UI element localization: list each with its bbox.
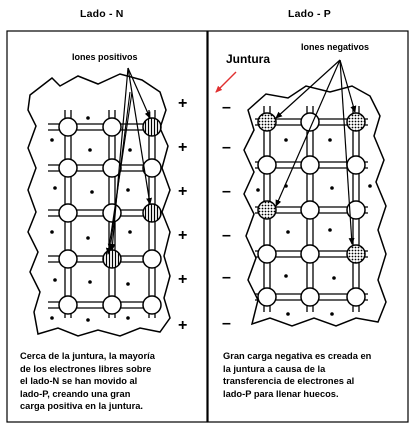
dot-icon	[126, 188, 130, 192]
n-side-caption	[20, 350, 200, 413]
minus-sign: –	[222, 315, 231, 332]
plus-sign: +	[178, 95, 188, 112]
negative-ions-label: Iones negativos	[301, 42, 370, 52]
open-circle-icon	[301, 288, 319, 306]
minus-sign: –	[222, 269, 231, 286]
minus-sign: –	[222, 227, 231, 244]
p-side-caption	[223, 350, 405, 400]
open-circle-icon	[143, 296, 161, 314]
dot-icon	[256, 188, 260, 192]
dot-icon	[284, 274, 288, 278]
dot-icon	[88, 280, 92, 284]
dot-icon	[50, 316, 54, 320]
open-circle-icon	[59, 204, 77, 222]
caption-line: la juntura a causa de la	[223, 363, 326, 374]
dot-icon	[328, 228, 332, 232]
dot-icon	[90, 190, 94, 194]
caption-line: de los electrones libres sobre	[20, 363, 152, 374]
dot-icon	[332, 276, 336, 280]
p-atoms	[258, 113, 365, 306]
junction-label: Juntura	[226, 52, 271, 66]
dot-icon	[328, 138, 332, 142]
dot-icon	[126, 316, 130, 320]
caption-line: carga positiva en la juntura.	[20, 401, 143, 412]
minus-sign: –	[222, 139, 231, 156]
dotted-circle-icon	[258, 113, 276, 131]
dotted-circle-icon	[347, 245, 365, 263]
plus-sign: +	[178, 227, 188, 244]
dot-icon	[284, 138, 288, 142]
electrons	[50, 116, 372, 322]
dot-icon	[88, 148, 92, 152]
open-circle-icon	[103, 118, 121, 136]
dot-icon	[50, 138, 54, 142]
open-circle-icon	[59, 296, 77, 314]
dot-icon	[330, 312, 334, 316]
plus-sign: +	[178, 317, 188, 334]
dot-icon	[286, 312, 290, 316]
open-circle-icon	[258, 156, 276, 174]
dot-icon	[53, 278, 57, 282]
dot-icon	[286, 230, 290, 234]
dot-icon	[50, 230, 54, 234]
hatched-circle-icon	[143, 204, 161, 222]
junction-arrow	[216, 72, 236, 92]
open-circle-icon	[103, 204, 121, 222]
n-side-title: Lado - N	[80, 8, 124, 20]
open-circle-icon	[347, 288, 365, 306]
open-circle-icon	[143, 250, 161, 268]
open-circle-icon	[301, 156, 319, 174]
open-circle-icon	[301, 245, 319, 263]
open-circle-icon	[103, 296, 121, 314]
plus-sign: +	[178, 271, 188, 288]
hatched-circle-icon	[143, 118, 161, 136]
caption-line: Gran carga negativa es creada en	[223, 351, 372, 361]
dot-icon	[86, 236, 90, 240]
minus-sign: –	[222, 99, 231, 116]
plus-sign: +	[178, 139, 188, 156]
caption-line: lado-P, creando una gran	[20, 388, 131, 399]
minus-sign: –	[222, 183, 231, 200]
dot-icon	[126, 282, 130, 286]
open-circle-icon	[258, 288, 276, 306]
caption-line: Cerca de la juntura, la mayoría	[20, 351, 155, 361]
open-circle-icon	[59, 250, 77, 268]
dot-icon	[330, 186, 334, 190]
hatched-circle-icon	[103, 250, 121, 268]
dot-icon	[86, 116, 90, 120]
caption-line: transferencia de electrones al	[223, 376, 355, 387]
dotted-circle-icon	[347, 113, 365, 131]
caption-line: el lado-N se han movido al	[20, 376, 138, 387]
dot-icon	[86, 318, 90, 322]
dot-icon	[368, 184, 372, 188]
open-circle-icon	[59, 159, 77, 177]
p-side-title: Lado - P	[288, 8, 332, 20]
dot-icon	[128, 230, 132, 234]
open-circle-icon	[347, 156, 365, 174]
plus-sign: +	[178, 183, 188, 200]
open-circle-icon	[59, 118, 77, 136]
n-atoms	[59, 118, 161, 314]
open-circle-icon	[258, 245, 276, 263]
dot-icon	[128, 148, 132, 152]
positive-ions-label: Iones positivos	[72, 52, 138, 62]
dot-icon	[53, 186, 57, 190]
open-circle-icon	[301, 201, 319, 219]
caption-line: lado-P para llenar huecos.	[223, 388, 339, 399]
dotted-circle-icon	[258, 201, 276, 219]
